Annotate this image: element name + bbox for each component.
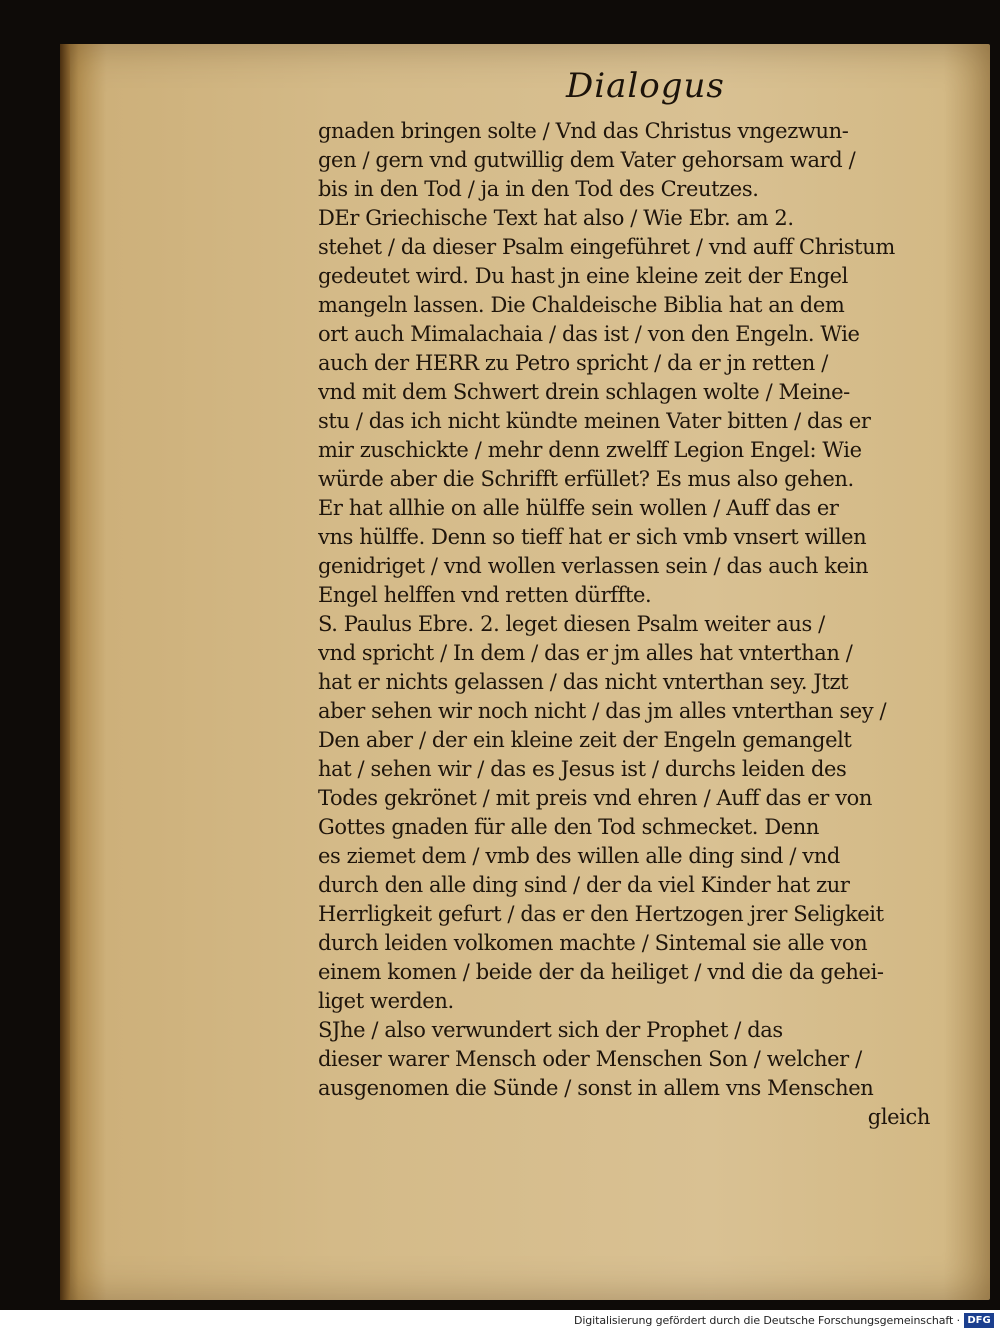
text-line-20: hat er nichts gelassen / das nicht vnterthan sey. Jtzt <box>318 670 849 694</box>
text-line-14: Er hat allhie on alle hülffe sein wollen / Auff das er <box>318 496 839 520</box>
text-line-12: mir zuschickte / mehr denn zwelff Legion Engel: Wie <box>318 438 862 462</box>
text-line-6: gedeutet wird. Du hast jn eine kleine zeit der Engel <box>318 264 848 288</box>
text-line-1: gnaden bringen solte / Vnd das Christus vngezwun- <box>318 119 849 143</box>
text-line-28: Herrligkeit gefurt / das er den Hertzogen jrer Seligkeit <box>318 902 884 926</box>
text-line-13: würde aber die Schrifft erfüllet? Es mus also gehen. <box>318 467 854 491</box>
digitization-credit: Digitalisierung gefördert durch die Deutsche Forschungsgemeinschaft · <box>573 1314 960 1327</box>
text-line-22: Den aber / der ein kleine zeit der Engeln gemangelt <box>318 728 852 752</box>
text-line-29: durch leiden volkomen machte / Sintemal sie alle von <box>318 931 868 955</box>
text-line-4: DEr Griechische Text hat also / Wie Ebr. am 2. <box>318 206 794 230</box>
text-line-8: ort auch Mimalachaia / das ist / von den Engeln. Wie <box>318 322 860 346</box>
text-line-10: vnd mit dem Schwert drein schlagen wolte / Meine- <box>318 380 850 404</box>
text-line-25: Gottes gnaden für alle den Tod schmecket. Denn <box>318 815 820 839</box>
text-line-32: SJhe / also verwundert sich der Prophet / das <box>318 1018 783 1042</box>
text-line-31: liget werden. <box>318 989 454 1013</box>
text-line-18: S. Paulus Ebre. 2. leget diesen Psalm weiter aus / <box>318 612 825 636</box>
dfg-logo: DFG <box>964 1313 994 1328</box>
text-line-27: durch den alle ding sind / der da viel Kinder hat zur <box>318 873 850 897</box>
running-head: Dialogus <box>566 66 725 106</box>
catchword: gleich <box>867 1105 930 1129</box>
text-line-34: ausgenomen die Sünde / sonst in allem vns Menschen <box>318 1076 874 1100</box>
text-line-24: Todes gekrönet / mit preis vnd ehren / Auff das er von <box>318 786 873 810</box>
text-line-11: stu / das ich nicht kündte meinen Vater bitten / das er <box>318 409 871 433</box>
text-line-21: aber sehen wir noch nicht / das jm alles vnterthan sey / <box>318 699 887 723</box>
page-text-block <box>318 117 930 1132</box>
text-line-2: gen / gern vnd gutwillig dem Vater gehorsam ward / <box>318 148 856 172</box>
text-line-26: es ziemet dem / vmb des willen alle ding sind / vnd <box>318 844 840 868</box>
text-line-30: einem komen / beide der da heiliget / vnd die da gehei- <box>318 960 884 984</box>
text-line-33: dieser warer Mensch oder Menschen Son / welcher / <box>318 1047 862 1071</box>
text-line-3: bis in den Tod / ja in den Tod des Creutzes. <box>318 177 759 201</box>
text-line-17: Engel helffen vnd retten dürffte. <box>318 583 652 607</box>
text-line-23: hat / sehen wir / das es Jesus ist / durchs leiden des <box>318 757 847 781</box>
text-line-7: mangeln lassen. Die Chaldeische Biblia hat an dem <box>318 293 845 317</box>
text-line-15: vns hülffe. Denn so tieff hat er sich vmb vnsert willen <box>318 525 867 549</box>
text-line-9: auch der HERR zu Petro spricht / da er jn retten / <box>318 351 828 375</box>
text-line-5: stehet / da dieser Psalm eingeführet / vnd auff Christum <box>318 235 895 259</box>
text-line-16: genidriget / vnd wollen verlassen sein / das auch kein <box>318 554 869 578</box>
text-line-19: vnd spricht / In dem / das er jm alles hat vnterthan / <box>318 641 853 665</box>
page-spine-edge <box>60 44 70 1300</box>
